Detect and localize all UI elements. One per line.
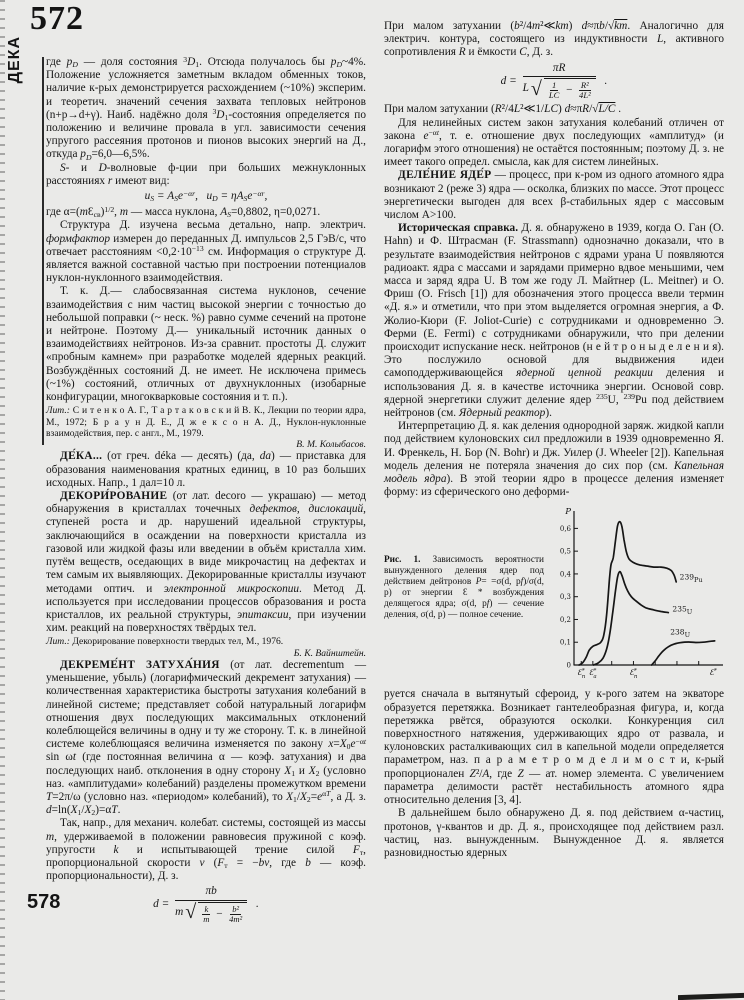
- svg-text:0: 0: [566, 662, 571, 671]
- formula-decrement-electric: [384, 62, 724, 101]
- svg-text:Ɛ*: Ɛ*: [709, 668, 717, 678]
- svg-text:Ɛ*а: Ɛ* а: [588, 668, 597, 681]
- headword-dekrement: ДЕКРЕМЕ́НТ ЗАТУХА́НИЯ: [60, 658, 220, 671]
- paragraph-alpha-definition: где $\alpha=(mƐ_{св})^{1/2}$, m — масса нуклона, $A_S=0,8802$, η=0,0271.: [46, 204, 321, 220]
- curve-label-239Pu: 239Pu: [679, 573, 703, 585]
- mini-frac-den: LC: [548, 90, 560, 101]
- author-signature: В. М. Колыбасов.: [296, 439, 366, 451]
- svg-text:0,1: 0,1: [559, 639, 571, 648]
- formula-tail: .: [256, 898, 259, 911]
- scan-corner-artifact: [678, 993, 744, 1000]
- curve-239Pu: [579, 522, 676, 665]
- svg-text:Ɛ*п: Ɛ* п: [629, 668, 638, 681]
- article-dekorirovanie: [46, 490, 366, 635]
- mini-fraction: [227, 905, 244, 925]
- headword-dekorirovanie: ДЕКОРИ́РОВАНИЕ: [60, 490, 168, 503]
- minus-operator: −: [565, 83, 574, 96]
- literature-reference: Лит.: С и т е н к о А. Г., Т а р т а к о в с к и й В. К., Лекции по теории ядра, М., 1972; Б р а у н Д. Е., Д ж е к с о н А. Д., Нуклон-нуклонные взаимодействия, пер. с англ., М., 1979.: [46, 405, 366, 439]
- page-number-top: 572: [30, 0, 84, 37]
- paragraph-further: В дальнейшем было обнаружено Д. я. под действием α-частиц, протонов, γ-квантов и др. Д. я., происходящее под действием разл. частиц, наз. вынужденным. Вынужденное Д. я. является разновидностью ядерных: [384, 807, 724, 859]
- formula-tail: .: [604, 74, 608, 87]
- author-signature: Б. К. Вайнштейн.: [293, 647, 366, 659]
- fission-probability-plot: [548, 505, 724, 685]
- sqrt-icon: √: [185, 901, 197, 924]
- curve-238U: [652, 641, 715, 665]
- fraction: [175, 885, 247, 924]
- svg-text:0,2: 0,2: [559, 616, 571, 625]
- headword-delenie-yader: ДЕЛЕ́НИЕ ЯДЕ́Р: [398, 169, 492, 182]
- denominator-prefix: L: [522, 82, 529, 95]
- mini-frac-num: b²: [232, 903, 240, 914]
- scan-edge-artifact: [0, 0, 5, 1000]
- denominator-prefix: m: [175, 906, 184, 919]
- paragraph-structure: Структура Д. изучена весьма детально, напр. электрич. формфактор измерен до переданных Д. импульсов 2,5 ГэВ/c, что отвечает расстояниям $<0,2\cdot 10^{-13}$ см. Информация о структуре Д. является важной составной частью при построении потенциалов нуклон-нуклонного взаимодействия.: [46, 219, 366, 285]
- fraction-numerator: πR: [552, 61, 566, 74]
- svg-text:0,5: 0,5: [559, 548, 571, 557]
- fraction-numerator: πb: [205, 885, 217, 898]
- mini-fraction: [577, 81, 593, 101]
- paragraph-historical-text: Д. я. обнаружено в 1939, когда О. Ган (O. Hahn) и Ф. Штрасман (F. Strassmann) однозначно доказали, что в результате взаимодействия нейтронов с ядрами урана U появляются радиоакт. ядра с массами и зарядами примерно вдвое меньшими, чем масса и заряд ядра U. В том же году Л. Майтнер (L. Meitner) и О. Фриш (O. Frisch [1]) для обозначения этого процесса ввели термин «Д. я.» и отметили, что при этом выделяется огромная энергия, а Ф. Жолио-Кюри (F. Joliot-Curie) с сотрудниками и одновременно Э. Ферми (E. Fermi) с сотрудниками обнаружили, что при делении происходит испускание неск. нейтронов (н е й т р о н ы д е л е н и я). Это послужило основой для выдвижения идеи самоподдерживающейся ядерной цепной реакции деления и использования Д. я. в качестве источника энергии. Основой совр. ядерной энергетики служит деление ядер $^{235}$U, $^{239}$Pu под действием нейтронов (см. Ядерный реактор).: [384, 222, 725, 420]
- paragraph-historical: [384, 222, 724, 420]
- formula-lhs: d =: [500, 74, 517, 87]
- fraction-denominator: [523, 76, 596, 101]
- mini-frac-den: 4L²: [579, 90, 591, 101]
- sqrt-icon: √: [530, 77, 542, 100]
- headword-deka: ДЕ́КА...: [60, 450, 103, 463]
- figure-caption: Рис. 1. Зависимость вероятности вынужденного деления ядер под действием дейтронов P= =σ(d, pf)/σ(d, p) от энергии Ɛ * возбуждения делящегося ядра; σ(d, pf) — сечение деления, σ(d, p) — полное сечение.: [384, 555, 544, 621]
- article-dekrement: [46, 659, 366, 817]
- paragraph-mechanical-system: Так, напр., для механич. колебат. системы, состоящей из массы m, удерживаемой в положении равновесия пружиной с коэф. упругости k и испытывающей трение силой $F_т$, пропорциональной скорости v ($F_т = -bv$, где b — коэф. пропорциональности), Д. з.: [46, 817, 366, 883]
- paragraph-nonlinear: Для нелинейных систем закон затухания колебаний отличен от закона $e^{-\alpha t}$, т. е. отношение двух последующих «амплитуд» (и логарифм этого отношения) не остаётся постоянным; поэтому Д. з. не имеет такого определ. смысла, как для систем линейных.: [384, 116, 724, 169]
- minus-operator: −: [215, 907, 224, 920]
- paragraph-deuteron-continuation: где $p_D$ — доля состояния $^3D_1$. Отсюда получалось бы $p_D\sim 4\%$. Положение усложняется заметным вкладом обменных токов, наличие к-рых демонстрируется расхождением (~10%) эксперим. и теоретич. значений сечения захвата тепловых нейтронов (n+p→d+γ). Наиб. надёжно доля $^3D_1$-состояния определяется по положению и величине провала в угл. зависимости сечения упругого рассеяния протонов и пионов высоких энергий на Д., откуда $p_D=6,0—6,5\%$.: [46, 54, 366, 162]
- svg-text:0,6: 0,6: [559, 525, 571, 534]
- mini-frac-num: k: [204, 903, 209, 914]
- curve-label-238U: 238U: [670, 627, 691, 640]
- page-number-bottom: 578: [27, 891, 61, 913]
- paragraph-small-damping-electric: При малом затухании (R²/4L²≪1/LC) d≈πR/√L/C .: [384, 103, 622, 116]
- mini-fraction: [201, 905, 211, 925]
- paragraph-sd-waves: S- и D-волновые ф-ции при больших межнуклонных расстояниях r имеют вид:: [46, 161, 366, 187]
- formula-wave-functions: $u_S = A_Se^{-\alpha r}$, $u_D = \eta A_Se^{-\alpha r}$,: [144, 188, 268, 204]
- subheading-historical: Историческая справка.: [398, 222, 519, 235]
- sqrt-content: [544, 78, 596, 101]
- curve-235U: [594, 572, 669, 665]
- margin-thumb-label: ДЕКА: [6, 36, 23, 84]
- mini-frac-num: R²: [580, 79, 589, 90]
- fraction: [523, 62, 596, 101]
- article-deka: [46, 450, 366, 490]
- mini-frac-num: 1: [551, 79, 557, 90]
- figure-chart: [548, 505, 724, 685]
- article-continuation-rule: [42, 57, 44, 445]
- formula-lhs: d =: [153, 898, 170, 911]
- figure-1: [384, 505, 724, 685]
- mini-frac-den: 4m²: [229, 913, 243, 924]
- svg-text:Ɛ*п: Ɛ* п: [577, 668, 586, 681]
- svg-text:0,3: 0,3: [559, 593, 571, 602]
- sqrt-content: [198, 902, 247, 925]
- mini-fraction: [547, 81, 562, 101]
- article-delenie-text: — процесс, при к-ром из одного атомного ядра возникают 2 (реже 3) ядра — осколка, близких по массе. Этот процесс энергетически выгоден для всех β-стабильных ядер с массовым числом A>100.: [384, 169, 724, 221]
- right-column: [384, 20, 724, 860]
- svg-text:0,4: 0,4: [559, 570, 571, 579]
- article-dekorirovanie-text: (от лат. decoro — украшаю) — метод обнаружения в кристаллах точечных дефектов, дислокаций, ступеней роста и др. нарушений идеальной структуры, заключающийся в осаждении на поверхности кристалла из газовой или жидкой фазы или введении в объём кристалла хим. путём веществ, оседающих в виде микрочастиц на дефектах и тем самым их выявляющих. Декорированные кристаллы изучают методами оптич. и электронной микроскопии. Метод Д. используется при исследовании процессов образования и роста кристаллов, их реальной структуры, эпитаксии, при изучении хим. реакций на поверхностях твёрдых тел.: [46, 490, 367, 635]
- left-column: [46, 56, 366, 927]
- paragraph-interpretation: Интерпретацию Д. я. как деления однородной заряж. жидкой капли под действием кулоновских сил предложили в 1939 одновременно Я. И. Френкель, Н. Бор (N. Bohr) и Дж. Уилер (J. Wheeler [2]). Капельная модель деления не потеряла значения до сих пор (см. Капельная модель ядра). В этой теории ядро в процессе деления изменяет форму: из сферического оно деформи-: [384, 420, 724, 499]
- paragraph-small-damping-mech: При малом затухании (b²/4m²≪km) d≈πb/√km. Аналогично для электрич. контура, состоящего из индуктивности L, активного сопротивления R и ёмкости C, Д. з.: [384, 20, 724, 59]
- literature-reference: Лит.: Декорирование поверхности твердых тел, М., 1976.: [46, 636, 284, 648]
- curve-label-235U: 235U: [672, 604, 693, 617]
- article-dekrement-text: (от лат. decrementum — уменьшение, убыль) (логарифмический декремент затухания) — количественная характеристика быстроты затухания колебаний в линейной системе; представляет собой натуральный логарифм отношения двух последующих максимальных отклонений колеблющейся величины в одну и ту же сторону. Т. к. в линейной системе колеблющаяся величина изменяется по закону $x=X_0e^{-\alpha t}$ sin ωt (где постоянная величина α — коэф. затухания) и два последующих наиб. отклонения в одну сторону $X_1$ и $X_2$ (условно наз. «амплитудами» колебаний) разделены промежутком времени T=2π/ω (условно наз. «периодом» колебаний), то $X_1/X_2=e^{\alpha T}$, а Д. з. $d=\ln(X_1/X_2)=\alpha T$.: [46, 658, 367, 818]
- paragraph-weakly-bound: Т. к. Д.— слабосвязанная система нуклонов, сечение взаимодействия с ним частиц высокой энергии с точностью до небольшой поправки (~ неск. %) равно сумме сечений на протоне и нейтроне. Поэтому Д.— уникальный источник данных о взаимодействиях нейтронов. Из-за сравнит. простоты Д. служит «пробным камнем» при разработке моделей ядерных реакций. Возбуждённых состояний Д. не имеет. Не исключена примесь (~1%) состояний, отличных от двухнуклонных (изобарные конфигурации, многокварковые состояния и т. п.).: [46, 285, 366, 404]
- mini-frac-den: m: [203, 913, 210, 924]
- article-delenie-yader: [384, 169, 724, 222]
- article-deka-text: (от греч. déka — десять) (да, da) — приставка для образования наименования кратных единиц, в 10 раз больших исходных. Напр., 1 дал=10 л.: [46, 450, 367, 489]
- paragraph-spheroid: руется сначала в вытянутый сфероид, у к-рого затем на экваторе образуется перетяжка. Возникает гантелеобразная фигура, и, когда перетяжка рвётся, образуются осколки. Конкуренция сил поверхностного натяжения, удерживающих ядро от развала, и кулоновских расталкивающих сил в капельной модели определяется параметром, наз. п а р а м е т р о м д е л и м о с т и, к-рый пропорционален Z²/A, где Z — ат. номер элемента. С увеличением параметра делимости растёт нестабильность атомного ядра относительно деления [3, 4].: [384, 688, 725, 807]
- formula-decrement-mechanical: [46, 885, 366, 924]
- fraction-denominator: [175, 900, 247, 925]
- svg-text:P: P: [565, 507, 571, 518]
